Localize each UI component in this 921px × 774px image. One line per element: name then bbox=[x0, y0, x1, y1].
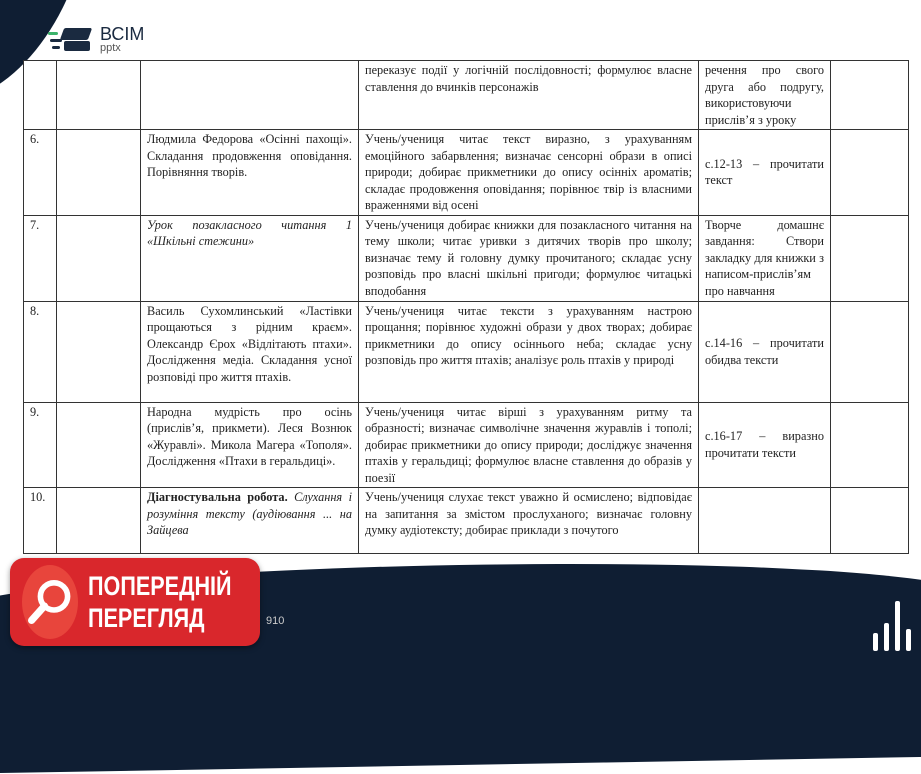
table-row bbox=[24, 61, 909, 130]
logo-sub: pptx bbox=[100, 42, 121, 54]
homework-cell: речення про свого друга або подругу, використовуючи прислів’я з уроку bbox=[699, 61, 831, 130]
table-row bbox=[24, 215, 909, 301]
logo bbox=[48, 25, 144, 54]
outcomes-cell: Учень/учениця читає тексти з урахуванням настрою прощання; порівнює художні образи у двох творах; добирає прикметники до опису осіннього неба; складає усну розповідь про життя птахів; аналізує роль птахів у природі bbox=[359, 301, 699, 402]
homework-cell: с.12-13 – прочитати текст bbox=[699, 130, 831, 216]
outcomes-cell: переказує події у логічній послідовності; формулює власне ставлення до вчинків персонажів bbox=[359, 61, 699, 130]
topic-cell: Людмила Федорова «Осінні пахощі». Складання продовження оповідання. Порівняння творів. bbox=[141, 130, 359, 216]
row-number bbox=[24, 61, 57, 130]
logo-icon bbox=[48, 28, 94, 52]
outcomes-cell: Учень/учениця читає вірші з урахуванням ритму та образності; визначає символічне значення журавлів і тополі; добирає прикметники до опису природи; досліджує значення птахів у геральдиці; формулює власне ставлення до образів у поезії bbox=[359, 402, 699, 488]
lesson-plan-table bbox=[23, 60, 909, 554]
row-number: 6. bbox=[24, 130, 57, 216]
table-row bbox=[24, 301, 909, 402]
homework-cell: с.16-17 – виразно прочитати тексти bbox=[699, 402, 831, 488]
homework-cell bbox=[699, 488, 831, 554]
decorative-bars-icon bbox=[873, 601, 911, 651]
row-number: 7. bbox=[24, 215, 57, 301]
topic-cell: Народна мудрість про осінь (прислів’я, прикмети). Леся Вознюк «Журавлі». Микола Магера «Тополя». Дослідження «Птахи в геральдиці». bbox=[141, 402, 359, 488]
badge-line1: ПОПЕРЕДНІЙ bbox=[88, 571, 232, 601]
preview-badge[interactable] bbox=[10, 558, 260, 646]
outcomes-cell: Учень/учениця читає текст виразно, з урахуванням емоційного забарвлення; визначає сенсорні образи в описі природи; добирає прикметники до опису осінніх ароматів; складає продовження оповідання; порівнює твір із власними враженнями від осені bbox=[359, 130, 699, 216]
topic-cell: Василь Сухомлинський «Ластівки прощаються з рідним краєм». Олександр Єрох «Відлітають птахи». Дослідження медіа. Складання усної розповіді про життя птахів. bbox=[141, 301, 359, 402]
outcomes-cell: Учень/учениця слухає текст уважно й осмислено; відповідає на запитання за змістом прослуханого; визначає головну думку аудіотексту; добирає приклади з почутого bbox=[359, 488, 699, 554]
topic-cell: Діагностувальна робота. Слухання і розуміння тексту (аудіювання ... на Зайцева bbox=[141, 488, 359, 554]
row-number: 10. bbox=[24, 488, 57, 554]
badge-line2: ПЕРЕГЛЯД bbox=[88, 603, 205, 633]
page-number: 910 bbox=[266, 615, 285, 627]
topic-cell: Урок позакласного читання 1 «Шкільні стежини» bbox=[141, 215, 359, 301]
outcomes-cell: Учень/учениця добирає книжки для позакласного читання на тему школи; читає уривки з дитячих творів про школу; визначає тему й головну думку прочитаного; складає усну розповідь про власні шкільні пригоди; формулює читацькі вподобання bbox=[359, 215, 699, 301]
logo-brand: ВСІМ bbox=[100, 24, 145, 44]
table-row bbox=[24, 488, 909, 554]
homework-cell: Творче домашнє завдання: Створи закладку для книжки з написом-прислів’ям про навчання bbox=[699, 215, 831, 301]
magnifier-icon bbox=[22, 565, 78, 639]
row-number: 8. bbox=[24, 301, 57, 402]
table-row bbox=[24, 402, 909, 488]
row-number: 9. bbox=[24, 402, 57, 488]
table-row bbox=[24, 130, 909, 216]
homework-cell: с.14-16 – прочитати обидва тексти bbox=[699, 301, 831, 402]
